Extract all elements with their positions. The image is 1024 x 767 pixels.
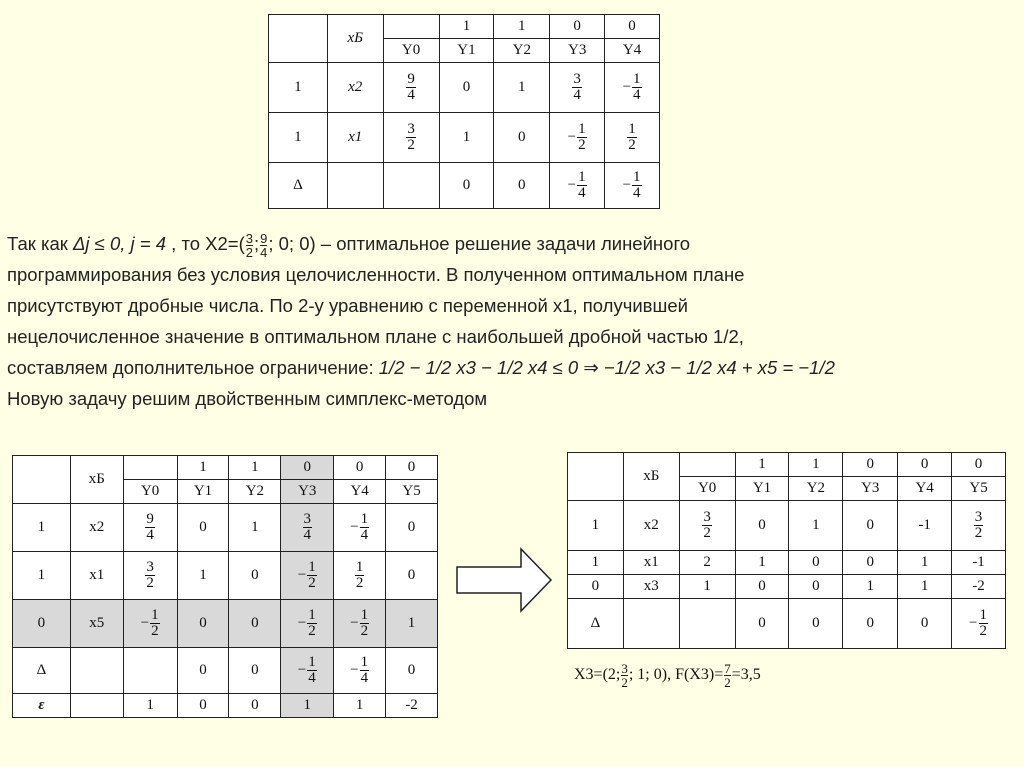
- table-row: [13, 552, 438, 600]
- row-basis: х2: [70, 504, 123, 552]
- cell-y4: 1: [898, 551, 952, 575]
- empty-cell: [623, 599, 679, 649]
- cell-y0: $\frac{9}{4}$: [123, 504, 177, 552]
- cell-y2: 0: [789, 599, 843, 649]
- col-header: Y0: [123, 480, 177, 504]
- cell-y2: 1: [494, 63, 550, 113]
- header-empty-cell: [568, 453, 624, 501]
- table-row: [568, 551, 1006, 575]
- empty-cell: [123, 648, 177, 694]
- cell-y2: 0: [789, 551, 843, 575]
- cell-y1: 1: [735, 551, 789, 575]
- cj-cell: 0: [605, 15, 660, 39]
- simplex-table-dual: [12, 455, 438, 718]
- col-header: Y0: [383, 39, 439, 63]
- cell-y2: 0: [229, 552, 281, 600]
- row-cost: 1: [269, 113, 328, 163]
- delta-label: Δ: [13, 648, 71, 694]
- cell-y0: − $\frac{1}{2}$: [123, 600, 177, 648]
- cell-y0: $\frac{9}{4}$: [383, 63, 439, 113]
- cj-cell: 0: [898, 453, 952, 477]
- cell-y3: − $\frac{1}{2}$: [550, 113, 605, 163]
- delta-row: [13, 648, 438, 694]
- cell-y2: 0: [229, 600, 281, 648]
- col-header: Y2: [494, 39, 550, 63]
- col-header: Y3: [550, 39, 605, 63]
- cell-y2: 0: [789, 575, 843, 599]
- empty-cell: [70, 648, 123, 694]
- delta-row: [568, 599, 1006, 649]
- cell-y1: 0: [177, 504, 229, 552]
- cell-y2: 1: [789, 501, 843, 551]
- cell-y0: $\frac{3}{2}$: [383, 113, 439, 163]
- cell-y5: 0: [386, 504, 438, 552]
- empty-cell: [70, 694, 123, 718]
- cell-y5: 0: [386, 648, 438, 694]
- row-basis: x1: [327, 113, 383, 163]
- row-cost: 1: [13, 504, 71, 552]
- col-header: Y1: [177, 480, 229, 504]
- pivot-row: [13, 600, 438, 648]
- cell-y3: $\frac{3}{4}$: [550, 63, 605, 113]
- header-empty-cell: [13, 456, 71, 504]
- cj-cell: 1: [494, 15, 550, 39]
- cell-y3: 1: [843, 575, 898, 599]
- col-header: Y3: [843, 477, 898, 501]
- col-header: Y4: [334, 480, 386, 504]
- col-header: Y5: [386, 480, 438, 504]
- cj-cell: 0: [952, 453, 1006, 477]
- cj-empty: [679, 453, 735, 477]
- explanation-text: [7, 228, 1015, 414]
- cj-cell: 0: [843, 453, 898, 477]
- row-basis: х2: [623, 501, 679, 551]
- text-line: программирования без условия целочисленности. В полученном оптимальном плане: [7, 264, 745, 285]
- cell-y1: 0: [439, 63, 494, 113]
- text-line: нецелочисленное значение в оптимальном плане с наибольшей дробной частью 1/2,: [7, 326, 744, 347]
- cell-y1: 0: [735, 501, 789, 551]
- cell-y4: 0: [898, 599, 952, 649]
- col-header: Y0: [679, 477, 735, 501]
- cell-y3: 0: [843, 501, 898, 551]
- cell-y5: 0: [386, 552, 438, 600]
- simplex-table-initial: [268, 14, 660, 209]
- cell-y0: 1: [123, 694, 177, 718]
- cell-y1: 1: [177, 552, 229, 600]
- col-header: Y5: [952, 477, 1006, 501]
- text-line: Так как Δj ≤ 0, j = 4 , то Х2=( $\frac{3}{2}$ ; $\frac{9}{4}$ ; 0; 0) – оптимальное решение задачи линейного: [7, 230, 691, 260]
- col-header: Y4: [605, 39, 660, 63]
- col-header: Y4: [898, 477, 952, 501]
- col-header: Y3: [281, 480, 334, 504]
- table-row: [269, 63, 660, 113]
- basis-header: xБ: [327, 15, 383, 63]
- cell-y2: 0: [494, 163, 550, 209]
- cell-y4: 1: [334, 694, 386, 718]
- basis-header: хБ: [70, 456, 123, 504]
- result-text: Х3=(2; $\frac{3}{2}$ ; 1; 0), F(Х3)= $\frac{7}{2}$ =3,5: [574, 661, 761, 690]
- row-basis: х1: [70, 552, 123, 600]
- delta-label: Δ: [568, 599, 624, 649]
- cell-y2: 0: [229, 648, 281, 694]
- cj-empty: [123, 456, 177, 480]
- cj-cell: 0: [550, 15, 605, 39]
- table-row: [568, 501, 1006, 551]
- cell-y5: − $\frac{1}{2}$: [952, 599, 1006, 649]
- cell-y5: $\frac{3}{2}$: [952, 501, 1006, 551]
- row-basis: х3: [623, 575, 679, 599]
- col-header: Y1: [439, 39, 494, 63]
- cell-y0: 2: [679, 551, 735, 575]
- empty-cell: [383, 163, 439, 209]
- cell-y4: − $\frac{1}{4}$: [334, 504, 386, 552]
- cell-y0: $\frac{3}{2}$: [123, 552, 177, 600]
- cell-y0: $\frac{3}{2}$: [679, 501, 735, 551]
- cell-y3: − $\frac{1}{4}$: [281, 648, 334, 694]
- col-header: Y2: [789, 477, 843, 501]
- row-cost: 0: [568, 575, 624, 599]
- cj-empty: [383, 15, 439, 39]
- delta-label: Δ: [269, 163, 328, 209]
- cell-y4: $\frac{1}{2}$: [334, 552, 386, 600]
- row-cost: 1: [269, 63, 328, 113]
- epsilon-label: ε: [13, 694, 71, 718]
- row-cost: 1: [13, 552, 71, 600]
- cell-y4: − $\frac{1}{4}$: [334, 648, 386, 694]
- cell-y4: -1: [898, 501, 952, 551]
- cell-y0: 1: [679, 575, 735, 599]
- cell-y3: − $\frac{1}{2}$: [281, 552, 334, 600]
- col-header: Y2: [229, 480, 281, 504]
- cell-y3: 0: [843, 599, 898, 649]
- cell-y5: -1: [952, 551, 1006, 575]
- cell-y5: -2: [952, 575, 1006, 599]
- cell-y3: 0: [843, 551, 898, 575]
- table-row: [568, 575, 1006, 599]
- cell-y1: 0: [177, 600, 229, 648]
- table-row: [13, 504, 438, 552]
- epsilon-row: [13, 694, 438, 718]
- cell-y1: 1: [439, 113, 494, 163]
- empty-cell: [327, 163, 383, 209]
- cell-y3: $\frac{3}{4}$: [281, 504, 334, 552]
- basis-header: хБ: [623, 453, 679, 501]
- constraint-equation: 1/2 − 1/2 x3 − 1/2 x4 ≤ 0 ⇒ −1/2 x3 − 1/2 x4 + x5 = −1/2: [378, 357, 835, 378]
- cell-y4: − $\frac{1}{2}$: [334, 600, 386, 648]
- cell-y5: 1: [386, 600, 438, 648]
- row-cost: 1: [568, 551, 624, 575]
- cell-y3: 1: [281, 694, 334, 718]
- cell-y2: 0: [229, 694, 281, 718]
- row-basis: х5: [70, 600, 123, 648]
- cj-cell: 0: [281, 456, 334, 480]
- cell-y4: 1: [898, 575, 952, 599]
- row-cost: 0: [13, 600, 71, 648]
- cell-y4: − $\frac{1}{4}$: [605, 163, 660, 209]
- table-row: [269, 113, 660, 163]
- row-cost: 1: [568, 501, 624, 551]
- cj-cell: 1: [229, 456, 281, 480]
- header-empty-cell: [269, 15, 328, 63]
- cell-y4: − $\frac{1}{4}$: [605, 63, 660, 113]
- col-header: Y1: [735, 477, 789, 501]
- cj-cell: 0: [386, 456, 438, 480]
- cj-cell: 1: [439, 15, 494, 39]
- cell-y4: $\frac{1}{2}$: [605, 113, 660, 163]
- text-line: присутствуют дробные числа. По 2-у уравнению с переменной х1, получившей: [7, 295, 688, 316]
- cell-y3: − $\frac{1}{2}$: [281, 600, 334, 648]
- text-line: составляем дополнительное ограничение: 1/2 − 1/2 x3 − 1/2 x4 ≤ 0 ⇒ −1/2 x3 − 1/2 x4 + x5 = −1/2: [7, 357, 835, 378]
- cell-y1: 0: [439, 163, 494, 209]
- cell-y1: 0: [177, 694, 229, 718]
- row-basis: x2: [327, 63, 383, 113]
- empty-cell: [679, 599, 735, 649]
- cj-cell: 1: [735, 453, 789, 477]
- right-arrow-icon: [455, 545, 555, 615]
- simplex-table-final: [567, 452, 1006, 649]
- cj-cell: 1: [177, 456, 229, 480]
- text-line: Новую задачу решим двойственным симплекс-методом: [7, 388, 488, 409]
- cell-y2: 0: [494, 113, 550, 163]
- cell-y1: 0: [735, 599, 789, 649]
- row-basis: х1: [623, 551, 679, 575]
- cell-y5: -2: [386, 694, 438, 718]
- cell-y1: 0: [735, 575, 789, 599]
- cell-y3: − $\frac{1}{4}$: [550, 163, 605, 209]
- cell-y2: 1: [229, 504, 281, 552]
- delta-row: [269, 163, 660, 209]
- cell-y1: 0: [177, 648, 229, 694]
- cj-cell: 1: [789, 453, 843, 477]
- cj-cell: 0: [334, 456, 386, 480]
